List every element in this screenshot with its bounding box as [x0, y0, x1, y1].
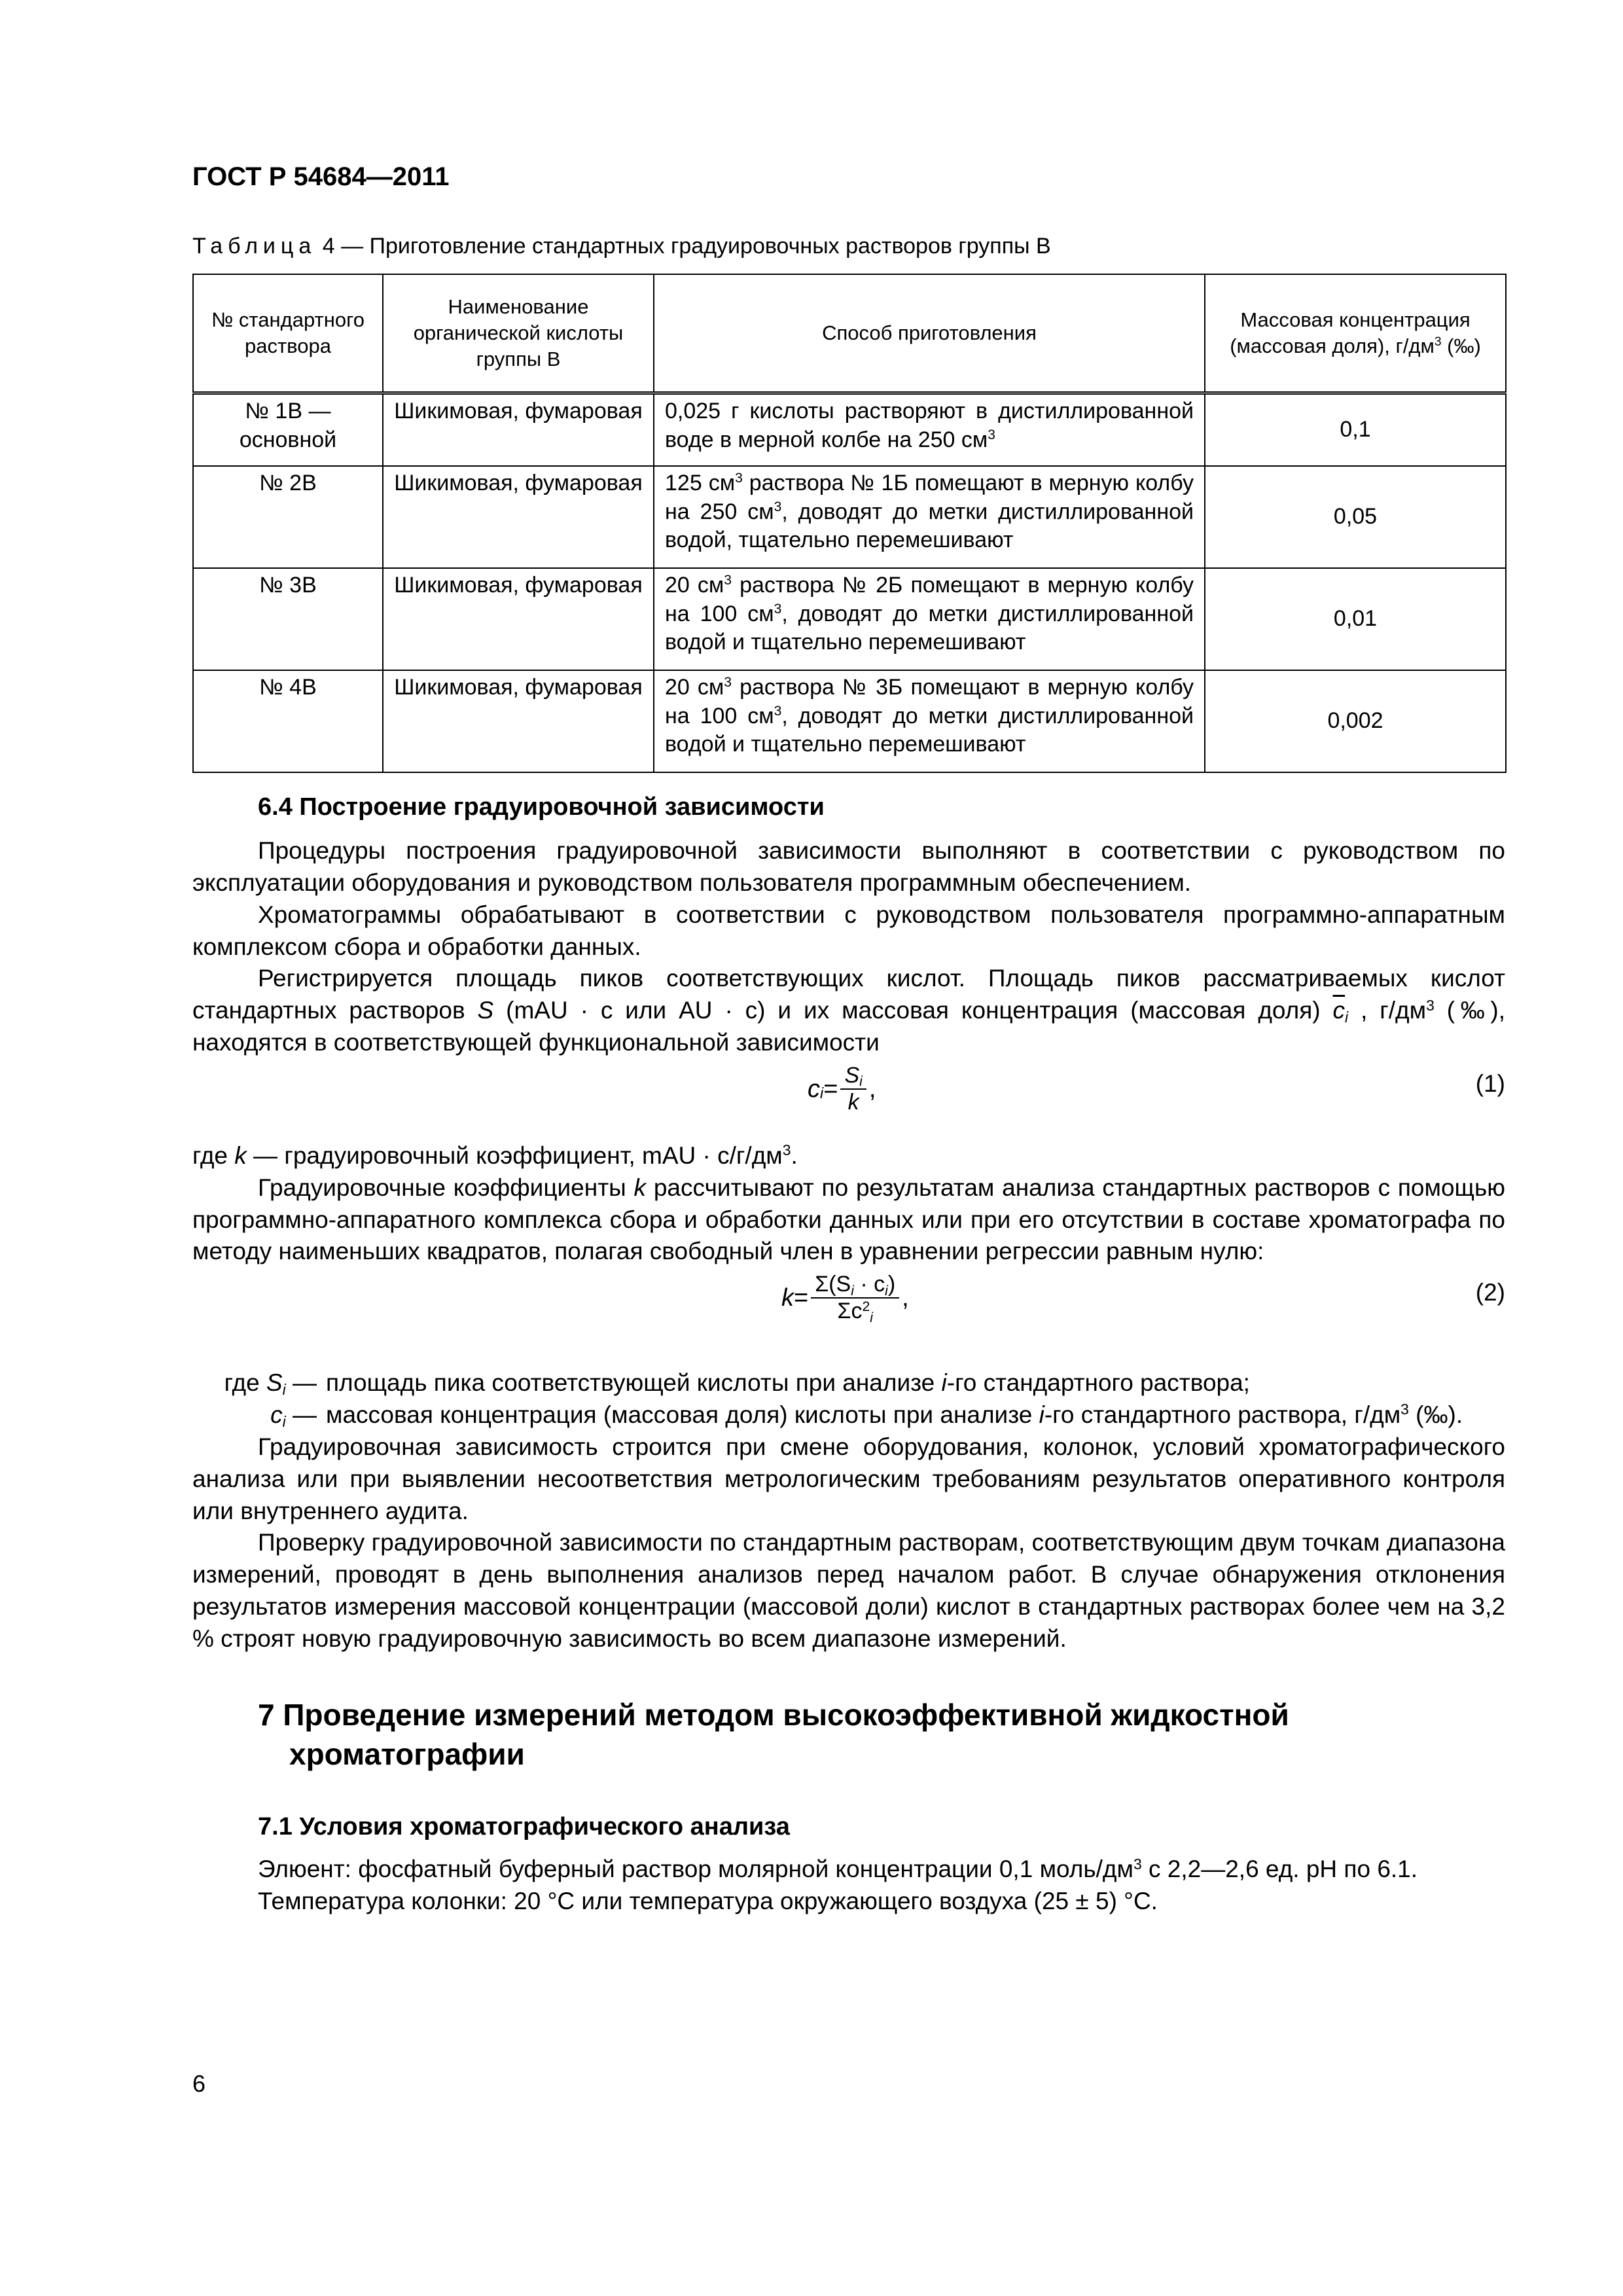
table-row [193, 466, 1506, 568]
formula-1 [192, 1063, 1505, 1136]
paragraph: Регистрируется площадь пиков соответствующих кислот. Площадь пиков рассматриваемых кислот стандартных растворов S (mAU · c или AU · c) и их массовая концентрация (массовая доля) $\overline{c}_i$ , $г/дм^3$ (‰), находятся в соответствующей функциональной зависимости [192, 965, 1505, 1056]
table-row [193, 568, 1506, 670]
main-content [192, 791, 1505, 1918]
cell-acid: Шикимовая, фумаровая [383, 670, 654, 772]
paragraph: Градуировочные коэффициенты k рассчитывают по результатам анализа стандартных растворов с помощью программно-аппаратного комплекса сбора и обработки данных или при его отсутствии в составе хроматографа по методу наименьших квадратов, полагая свободный член в уравнении регрессии равным нулю: [192, 1174, 1505, 1265]
cell-acid: Шикимовая, фумаровая [383, 568, 654, 670]
paragraph: Хроматограммы обрабатывают в соответствии с руководством пользователя программно-аппаратным комплексом сбора и обработки данных. [192, 901, 1505, 960]
document-id: ГОСТ Р 54684—2011 [192, 162, 450, 191]
formula-2-number: (2) [1475, 1279, 1505, 1306]
paragraph: Температура колонки: 20 °С или температура окружающего воздуха (25 ± 5) °С. [258, 1888, 1158, 1915]
cell-method: 0,025 г кислоты растворяют в дистиллированной воде в мерной колбе на 250 $см^3$ [654, 393, 1205, 467]
section-6-4-title: 6.4 Построение градуировочной зависимости [258, 793, 825, 821]
cell-method: 20 $см^3$ раствора № 2Б помещают в мерную колбу на 100 $см^3$, доводят до метки дистиллированной водой и тщательно перемешивают [654, 568, 1205, 670]
cell-number: № 1В — основной [193, 393, 383, 467]
formula-2-expression: k = $\frac{\Sigma(S_i \cdot c_i)}{\Sigma c^2_i}$ , [781, 1272, 909, 1325]
section-7-1-title: 7.1 Условия хроматографического анализа [258, 1813, 790, 1841]
formula-1-fraction: $\frac{S_i}{k}$ [840, 1063, 866, 1115]
document-page [192, 0, 1505, 2296]
col-header-method: Способ приготовления [654, 274, 1205, 393]
where-item: $c_i$ — массовая концентрация (массовая доля) кислоты при анализе i-го стандартного раствора, $г/дм^3$ (‰). [270, 1401, 1463, 1430]
table-header-row [193, 274, 1506, 393]
cell-method: 125 $см^3$ раствора № 1Б помещают в мерную колбу на 250 $см^3$, доводят до метки дистиллированной водой, тщательно перемешивают [654, 466, 1205, 568]
cell-method: 20 $см^3$ раствора № 3Б помещают в мерную колбу на 100 $см^3$, доводят до метки дистиллированной водой и тщательно перемешивают [654, 670, 1205, 772]
cell-number: № 3В [193, 568, 383, 670]
col-header-number: № стандартного раствора [193, 274, 383, 393]
table-caption-word: Таблица [192, 234, 317, 259]
cell-concentration: 0,01 [1205, 568, 1506, 670]
table-row [193, 670, 1506, 772]
table-caption-text: 4 — Приготовление стандартных градуировочных растворов группы В [316, 234, 1051, 259]
paragraph: Проверку градуировочной зависимости по стандартным растворам, соответствующим двум точкам диапазона измерений, проводят в день выполнения анализов перед началом работ. В случае обнаружения отклонения результатов измерения массовой концентрации (массовой доли) кислот в стандартных растворах более чем на 3,2 % строят новую градуировочную зависимость во всем диапазоне измерений. [192, 1529, 1505, 1652]
table-caption [192, 232, 1051, 261]
table-row [193, 393, 1506, 467]
cell-acid: Шикимовая, фумаровая [383, 393, 654, 467]
page-number: 6 [192, 2070, 206, 2097]
paragraph: Процедуры построения градуировочной зависимости выполняют в соответствии с руководством по эксплуатации оборудования и руководством пользователя программным обеспечением. [192, 837, 1505, 896]
cell-number: № 2В [193, 466, 383, 568]
col-header-acid: Наименование органической кислоты группы В [383, 274, 654, 393]
cell-concentration: 0,1 [1205, 393, 1506, 467]
formula-1-number: (1) [1475, 1069, 1505, 1097]
col-header-concentration: Массовая концентрация (массовая доля), $г/дм^3$ (‰) [1205, 274, 1506, 393]
cell-number: № 4В [193, 670, 383, 772]
cell-concentration: 0,05 [1205, 466, 1506, 568]
where-item: где $S_i$ — площадь пика соответствующей кислоты при анализе i-го стандартного раствора; [224, 1369, 1250, 1398]
formula-1-expression: c $_i$ = $\frac{S_i}{k}$ , [808, 1062, 876, 1115]
paragraph: Элюент: фосфатный буферный раствор молярной концентрации 0,1 моль/$дм^3$ с 2,2—2,6 ед. рН по 6.1. [258, 1855, 1418, 1883]
formula-2 [192, 1272, 1505, 1363]
section-7-title: 7 Проведение измерений методом высокоэффективной жидкостной хроматографии [258, 1697, 1289, 1771]
where-clause: где k — градуировочный коэффициент, mAU · $c/г/дм^3$. [192, 1141, 798, 1169]
cell-acid: Шикимовая, фумаровая [383, 466, 654, 568]
formula-2-fraction: $\frac{\Sigma(S_i \cdot c_i)}{\Sigma c^2_i}$ [811, 1272, 899, 1324]
preparation-table [192, 274, 1507, 773]
paragraph: Градуировочная зависимость строится при смене оборудования, колонок, условий хроматографического анализа или при выявлении несоответствия метрологическим требованиям результатов оперативного контроля или внутреннего аудита. [192, 1433, 1505, 1524]
cell-concentration: 0,002 [1205, 670, 1506, 772]
